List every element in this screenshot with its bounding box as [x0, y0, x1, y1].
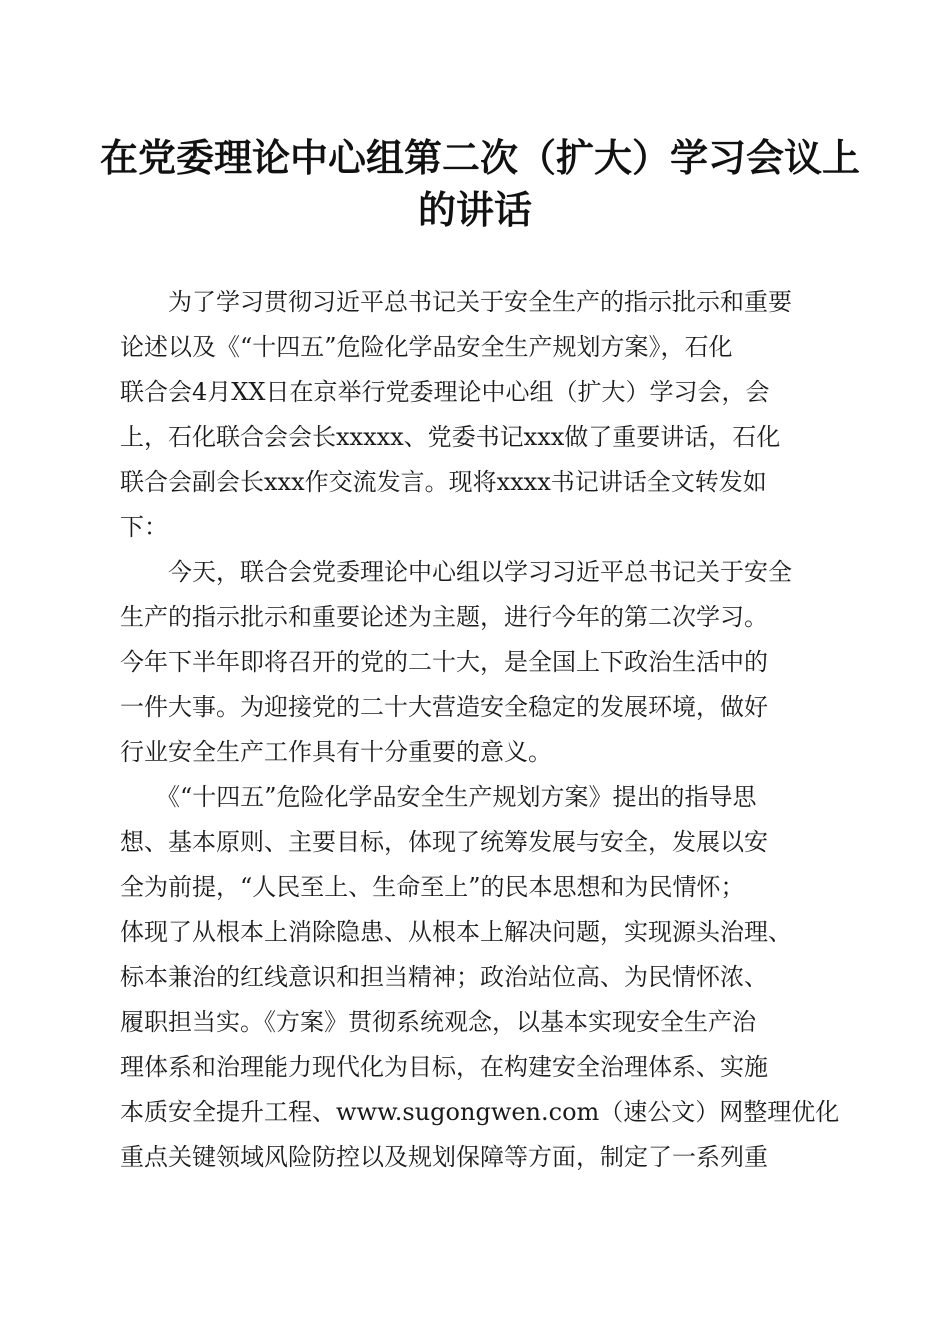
text-line: 本质安全提升工程、www.sugongwen.com（速公文）网整理优化	[120, 1098, 840, 1126]
title-line-1: 在党委理论中心组第二次（扩大）学习会议上	[100, 135, 861, 180]
text-line: 联合会4月XX日在京举行党委理论中心组（扩大）学习会，会	[120, 378, 770, 406]
text-line: 体现了从根本上消除隐患、从根本上解决问题，实现源头治理、	[120, 918, 792, 946]
text-line: 想、基本原则、主要目标，体现了统筹发展与安全，发展以安	[120, 828, 768, 856]
text-line: 行业安全生产工作具有十分重要的意义。	[120, 738, 552, 766]
text-line: 履职担当实。《方案》贯彻系统观念，以基本实现安全生产治	[120, 1008, 756, 1036]
document-body	[120, 280, 840, 1180]
text-line: 生产的指示批示和重要论述为主题，进行今年的第二次学习。	[120, 603, 768, 631]
document-title	[100, 132, 861, 236]
text-line: 论述以及《“十四五”危险化学品安全生产规划方案》，石化	[120, 333, 733, 361]
text-line: 《“十四五”危险化学品安全生产规划方案》提出的指导思	[120, 783, 757, 811]
paragraph-3	[120, 775, 840, 1180]
text-line: 上，石化联合会会长xxxxx、党委书记xxx做了重要讲话，石化	[120, 423, 781, 451]
text-line: 理体系和治理能力现代化为目标，在构建安全治理体系、实施	[120, 1053, 768, 1081]
title-line-2: 的讲话	[417, 187, 532, 232]
text-line: 下：	[120, 513, 168, 541]
text-line: 今天，联合会党委理论中心组以学习习近平总书记关于安全	[120, 558, 792, 586]
paragraph-2	[120, 550, 835, 775]
text-line: 重点关键领域风险防控以及规划保障等方面，制定了一系列重	[120, 1143, 768, 1171]
text-line: 全为前提，“人民至上、生命至上”的民本思想和为民情怀；	[120, 873, 745, 901]
paragraph-1	[120, 280, 835, 550]
text-line: 联合会副会长xxx作交流发言。现将xxxx书记讲话全文转发如	[120, 468, 767, 496]
text-line: 为了学习贯彻习近平总书记关于安全生产的指示批示和重要	[120, 288, 792, 316]
text-line: 一件大事。为迎接党的二十大营造安全稳定的发展环境，做好	[120, 693, 768, 721]
text-line: 标本兼治的红线意识和担当精神；政治站位高、为民情怀浓、	[120, 963, 768, 991]
text-line: 今年下半年即将召开的党的二十大，是全国上下政治生活中的	[120, 648, 768, 676]
